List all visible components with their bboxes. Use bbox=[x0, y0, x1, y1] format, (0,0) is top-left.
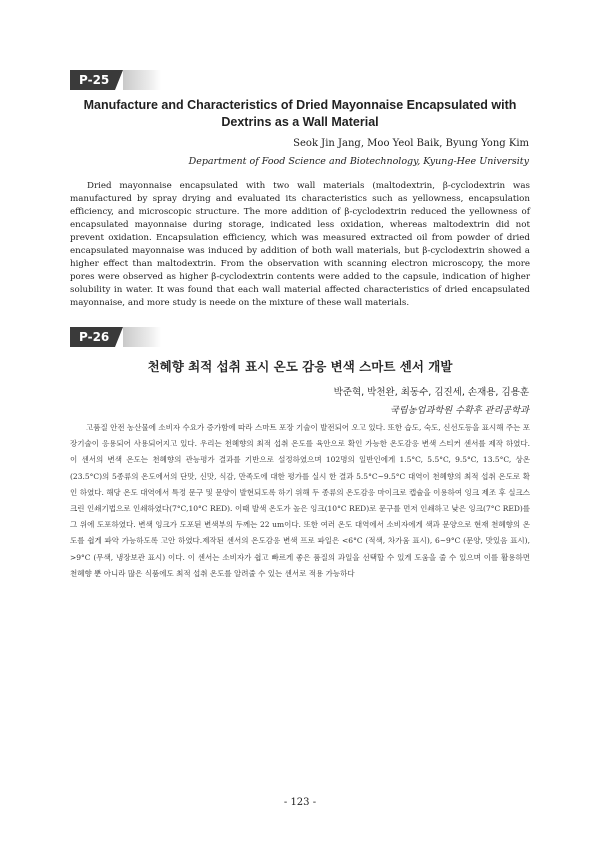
paper-abstract: Dried mayonnaise encapsulated with two wall materials (maltodextrin, β-cyclodextrin was manufactured by spray drying and evaluated its characteristics such as yellowness, encapsulation efficiency, and microscopic structure. The more addition of β-cyclodextrin reduced the yellowness of encapsulated mayonnaise during storage, indicated less oxidation, whereas maltodextrin did not prevent oxidation. Encapsulation efficiency, which was measured extracted oil from powder of dried encapsulated mayonnaise was induced by addition of both wall materials, but β-cyclodextrin showed a higher effect than maltodextrin. From the observation with scanning electron microscopy, the more pores were observed as higher β-cyclodextrin contents were added to the capsule, indication of higher solubility in water. It was found that each wall material affected characteristics of dried encapsulated mayonnaise, and more study is neede on the mixture of these wall materials. bbox=[70, 181, 530, 309]
paper-affiliation: 국립농업과학원 수확후 관리공학과 bbox=[390, 405, 529, 416]
paper-tag-p26 bbox=[70, 327, 161, 347]
page-number: - 123 - bbox=[283, 797, 317, 808]
paper-tag-label: P-25 bbox=[70, 70, 115, 90]
tag-slant-decoration bbox=[115, 70, 123, 90]
tag-gradient-decoration bbox=[123, 70, 161, 90]
tag-slant-decoration bbox=[115, 327, 123, 347]
tag-gradient-decoration bbox=[123, 327, 161, 347]
paper-abstract: 고품질 안전 농산물에 소비자 수요가 증가함에 따라 스마트 포장 기술이 발전되어 오고 있다. 또한 습도, 숙도, 신선도등을 표시해 주는 포장기술이 응용되어 사용되어지고 있다. 우리는 천혜향의 최적 섭취 온도를 육안으로 확인 가능한 온도감응 변색 스티커 센서를 제작 하였다. 이 센서의 변색 온도는 천혜향의 관능평가 결과를 기반으로 설정하였으며 102명의 일반인에게 1.5°C, 5.5°C, 9.5°C, 13.5°C, 상온(23.5°C)의 5종류의 온도에서의 단맛, 신맛, 식감, 만족도에 대한 평가를 실시 한 결과 5.5°C~9.5°C 대역이 천혜향의 최적 섭취 온도로 확인 하였다. 해당 온도 대역에서 특정 문구 및 문양이 발현되도록 하기 위해 두 종류의 온도감응 마이크로 캡슐을 이용하여 잉크 제조 후 실크스크린 인쇄기법으로 인쇄하였다(7°C,10°C RED). 이때 발색 온도가 높은 잉크(10°C RED)로 문구를 먼저 인쇄하고 낮은 잉크(7°C RED)를 그 위에 도포하였다. 변색 잉크가 도포된 변색부의 두께는 22 um이다. 또한 여러 온도 대역에서 소비자에게 색과 문양으로 현재 천혜향의 온도를 쉽게 파악 가능하도록 고안 하였다.제작된 센서의 온도감응 변색 프로 파일은 <6°C (적색, 차가움 표시), 6~9°C (문양, 맛있음 표시), >9°C (무색, 냉장보관 표시) 이다. 이 센서는 소비자가 쉽고 빠르게 좋은 품질의 과일을 선택할 수 있게 도움을 줄 수 있으며 이를 활용하면 천혜향 뿐 아니라 많은 식품에도 최적 섭취 온도를 알려줄 수 있는 센서로 적용 가능하다 bbox=[70, 423, 530, 578]
paper-authors: 박준혁, 박천완, 최동수, 김진세, 손재용, 김용훈 bbox=[333, 387, 529, 398]
paper-title: Manufacture and Characteristics of Dried Mayonnaise Encapsulated with Dextrins as a Wall Material bbox=[83, 98, 517, 129]
paper-tag-p25 bbox=[70, 70, 161, 90]
paper-authors: Seok Jin Jang, Moo Yeol Baik, Byung Yong Kim bbox=[293, 138, 529, 149]
paper-title: 천혜향 최적 섭취 표시 온도 감응 변색 스마트 센서 개발 bbox=[147, 359, 453, 374]
paper-tag-label: P-26 bbox=[70, 327, 115, 347]
paper-affiliation: Department of Food Science and Biotechnology, Kyung-Hee University bbox=[188, 156, 529, 167]
